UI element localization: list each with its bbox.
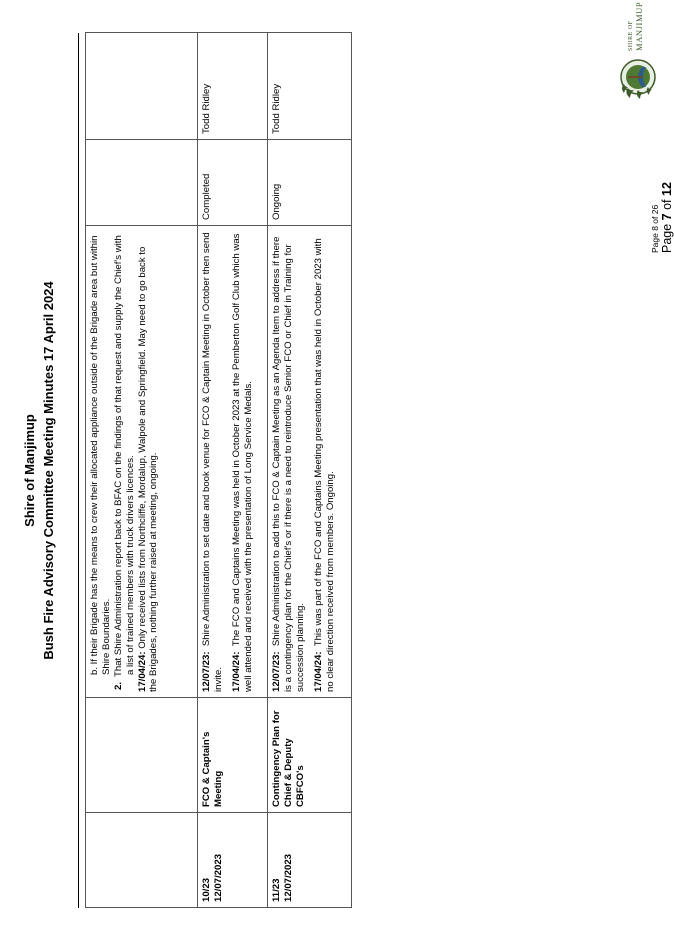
detail-cell — [268, 226, 352, 698]
ref-date: 12/07/2023 — [212, 853, 224, 902]
header-rule — [78, 33, 79, 908]
entry: 12/07/23: Shire Administration to set date and book venue for FCO & Captain Meeting in October then send invite. — [201, 232, 224, 692]
document-page-number: Page 8 of 26 — [650, 204, 660, 253]
tree-emblem-icon — [616, 57, 660, 101]
minutes-table — [85, 32, 352, 908]
entry: 12/07/23: Shire Administration to add this to FCO & Captain Meeting as an Agenda Item to address if there is a contingency plan for the Chief's or if there is a need to reintroduce Senior FCO or Chief in Training for succession planning. — [271, 236, 306, 692]
table-row — [268, 33, 352, 908]
logo-text: SHIRE OF MANJIMUP — [628, 1, 644, 51]
item-cell — [198, 698, 268, 813]
sub-point-b: b. If their Brigade has the means to crew their allocated appliance outside of the Brigade area but within Shire Boundaries. — [89, 235, 112, 675]
point-2: 2.That Shire Administration report back to BFAC on the findings of that request and supply the Chief's with a list of trained members with truck drivers licences. — [112, 235, 136, 690]
update-entry: 17/04/24: Only received lists from Northcliffe, Mordalup, Walpole and Springfield. May need to go back to the Brigades, nothing further raised at meeting, ongoing. — [136, 246, 160, 692]
shire-logo — [616, 1, 658, 101]
ref-number: 11/23 — [271, 878, 282, 902]
item-cell — [86, 698, 198, 813]
ref-number: 10/23 — [201, 877, 212, 902]
item-cell — [268, 698, 352, 813]
responsible-cell — [86, 33, 198, 140]
document-title: Shire of Manjimup — [22, 414, 37, 527]
document-subtitle: Bush Fire Advisory Committee Meeting Minutes 17 April 2024 — [41, 281, 56, 660]
ref-cell — [198, 813, 268, 908]
status-cell: Ongoing — [268, 140, 352, 226]
item-title: FCO & Captain's Meeting — [201, 731, 224, 807]
ref-cell — [86, 813, 198, 908]
item-title: Contingency Plan for Chief & Deputy CBFCO's — [271, 710, 306, 807]
page-numbering — [650, 182, 674, 253]
table-row — [198, 33, 268, 908]
ref-date: 12/07/2023 — [282, 853, 294, 902]
table-row — [86, 33, 198, 908]
entry: 17/04/24: This was part of the FCO and Captains Meeting presentation that was held in October 2023 with no clear direction received from members. Ongoing. — [312, 238, 336, 692]
status-cell — [86, 140, 198, 226]
responsible-cell: Todd Ridley — [198, 33, 268, 140]
ref-cell — [268, 813, 352, 908]
entry: 17/04/24: The FCO and Captains Meeting was held in October 2023 at the Pemberton Golf Club which was well attended and received with the presentation of Long Service Medals. — [230, 233, 254, 692]
detail-cell — [86, 226, 198, 698]
status-cell: Completed — [198, 140, 268, 226]
responsible-cell: Todd Ridley — [268, 33, 352, 140]
detail-cell — [198, 226, 268, 698]
minutes-page-number: Page 7 of 12 — [660, 182, 674, 253]
